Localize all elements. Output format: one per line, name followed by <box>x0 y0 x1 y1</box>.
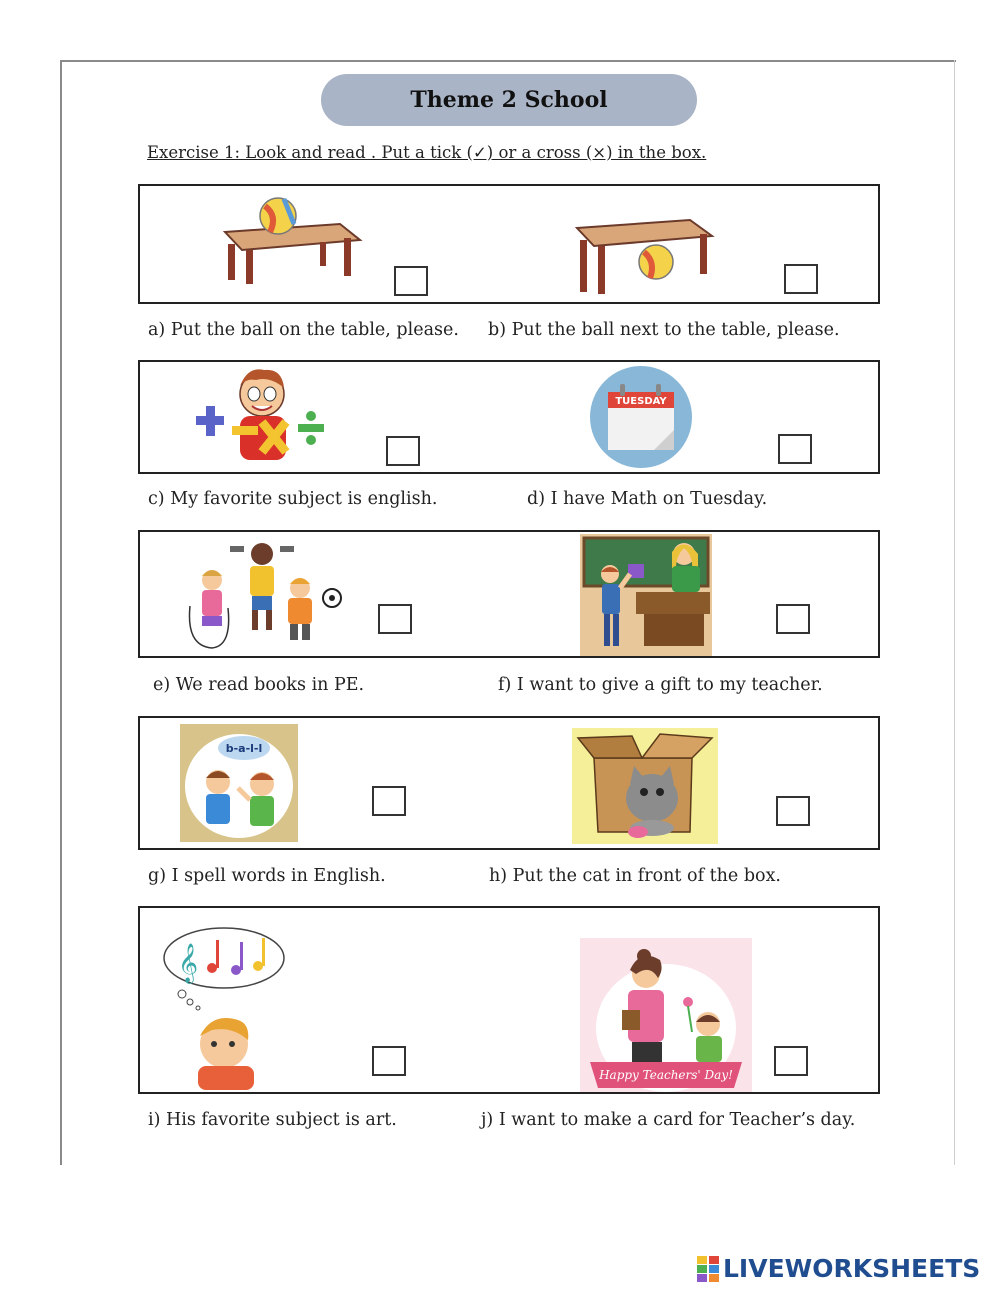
answer-box[interactable] <box>394 266 428 296</box>
page-border <box>60 60 62 1165</box>
item-caption: a) Put the ball on the table, please. <box>148 320 459 340</box>
boy-thinking-music-picture <box>162 922 290 1090</box>
item-caption: i) His favorite subject is art. <box>148 1110 397 1130</box>
worksheet-title: Theme 2 School <box>321 74 697 126</box>
page-border <box>954 60 955 1165</box>
item-caption: j) I want to make a card for Teacher’s day. <box>481 1110 856 1130</box>
tuesday-calendar-picture <box>588 364 694 470</box>
exercise-instruction: Exercise 1: Look and read . Put a tick (✓) or a cross (×) in the box. <box>147 143 707 162</box>
item-caption: f) I want to give a gift to my teacher. <box>498 675 823 695</box>
speech-bubble-text: b-a-l-l <box>225 742 263 755</box>
answer-box[interactable] <box>372 1046 406 1076</box>
answer-box[interactable] <box>378 604 412 634</box>
page-border <box>60 60 956 62</box>
math-boy-picture <box>186 364 336 469</box>
calendar-day-label: TUESDAY <box>615 396 667 407</box>
brand-name: LIVEWORKSHEETS <box>723 1254 981 1283</box>
exercise-row <box>138 184 880 304</box>
boys-spelling-picture <box>180 724 298 842</box>
item-caption: g) I spell words in English. <box>148 866 386 886</box>
svg-text:𝄞: 𝄞 <box>178 943 199 983</box>
item-caption: b) Put the ball next to the table, please. <box>488 320 840 340</box>
teachers-day-card-picture <box>580 938 752 1092</box>
ball-under-table-picture <box>572 206 717 296</box>
item-caption: d) I have Math on Tuesday. <box>527 489 768 509</box>
liveworksheets-logo <box>697 1254 980 1283</box>
answer-box[interactable] <box>778 434 812 464</box>
exercise-row <box>138 906 880 1094</box>
item-caption: h) Put the cat in front of the box. <box>489 866 781 886</box>
answer-box[interactable] <box>386 436 420 466</box>
item-caption: c) My favorite subject is english. <box>148 489 438 509</box>
boy-giving-gift-picture <box>580 534 712 656</box>
ball-on-table-picture <box>220 194 365 284</box>
liveworksheets-logo-icon <box>697 1256 719 1282</box>
item-caption: e) We read books in PE. <box>153 675 365 695</box>
answer-box[interactable] <box>774 1046 808 1076</box>
answer-box[interactable] <box>784 264 818 294</box>
answer-box[interactable] <box>372 786 406 816</box>
answer-box[interactable] <box>776 796 810 826</box>
answer-box[interactable] <box>776 604 810 634</box>
exercise-row <box>138 360 880 474</box>
exercise-row <box>138 530 880 658</box>
banner-text: Happy Teachers' Day! <box>599 1068 733 1082</box>
children-exercising-picture <box>182 536 347 654</box>
cat-in-box-picture <box>572 728 718 844</box>
exercise-row <box>138 716 880 850</box>
